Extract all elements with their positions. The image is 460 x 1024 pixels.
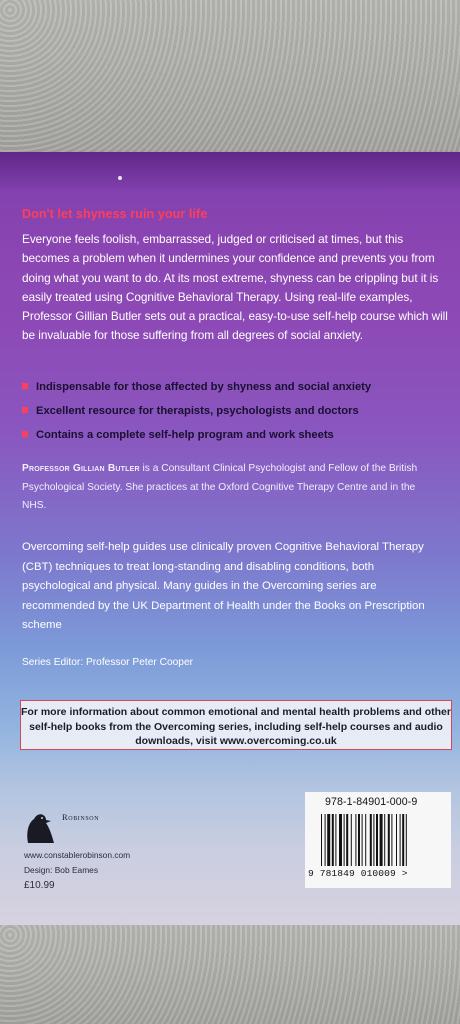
publisher-url: www.constablerobinson.com (24, 850, 131, 860)
bullet-square-icon (22, 407, 28, 413)
feature-bullet-text: Indispensable for those affected by shyness and social anxiety (36, 381, 372, 393)
series-description: Overcoming self-help guides use clinically proven Cognitive Behavioral Therapy (CBT) techniques to treat long-standing and disabling conditions, both psychological and physical. Many guides in the Overcoming series are recommended by the UK Department of Health under the Books on Prescription scheme (22, 541, 425, 631)
towel-background-top (0, 0, 460, 152)
author-name: Professor Gillian Butler (22, 463, 140, 474)
publisher-name: Robinson (62, 812, 100, 822)
cover-blurb: Everyone feels foolish, embarrassed, judged or criticised at times, but this becomes a problem when it undermines your confidence and prevents you from doing what you want to do. At its most extreme, shyness can be crippling but it is easily treated using Cognitive Behavioral Therapy. Using real-life examples, Professor Gillian Butler sets out a practical, easy-to-use self-help course which will be invaluable for those suffering from all degrees of social anxiety. (22, 232, 448, 343)
barcode-panel (305, 792, 451, 888)
feature-bullet (22, 402, 371, 426)
info-box-text: For more information about common emotional and mental health problems and other self-help books from the Overcoming series, including self-help courses and audio downloads, visit www.overcoming.co.uk (21, 706, 451, 747)
price: £10.99 (24, 880, 55, 891)
bullet-square-icon (22, 431, 28, 437)
feature-bullet (22, 426, 371, 450)
author-bio-text: is a Consultant Clinical Psychologist and Fellow of the British Psychological Society. She practices at the Oxford Cognitive Therapy Centre and in the NHS. (22, 463, 418, 512)
feature-bullet (22, 378, 371, 402)
feature-bullet-list (22, 378, 371, 450)
cover-headline: Don't let shyness ruin your life (22, 207, 208, 221)
barcode-digits: 9 781849 010009 > (308, 868, 408, 879)
feature-bullet-text: Contains a complete self-help program and work sheets (36, 429, 334, 441)
cover-blemish (118, 176, 122, 180)
design-credit: Design: Bob Eames (24, 865, 99, 875)
feature-bullet-text: Excellent resource for therapists, psychologists and doctors (36, 405, 359, 417)
book-back-cover (0, 152, 460, 927)
bird-logo-icon (24, 809, 58, 845)
bullet-square-icon (22, 383, 28, 389)
isbn-text: 978-1-84901-000-9 (325, 796, 418, 808)
author-bio (22, 460, 432, 516)
info-box (20, 700, 452, 750)
barcode-icon (321, 814, 445, 866)
towel-background-bottom (0, 925, 460, 1024)
series-editor: Series Editor: Professor Peter Cooper (22, 657, 193, 668)
